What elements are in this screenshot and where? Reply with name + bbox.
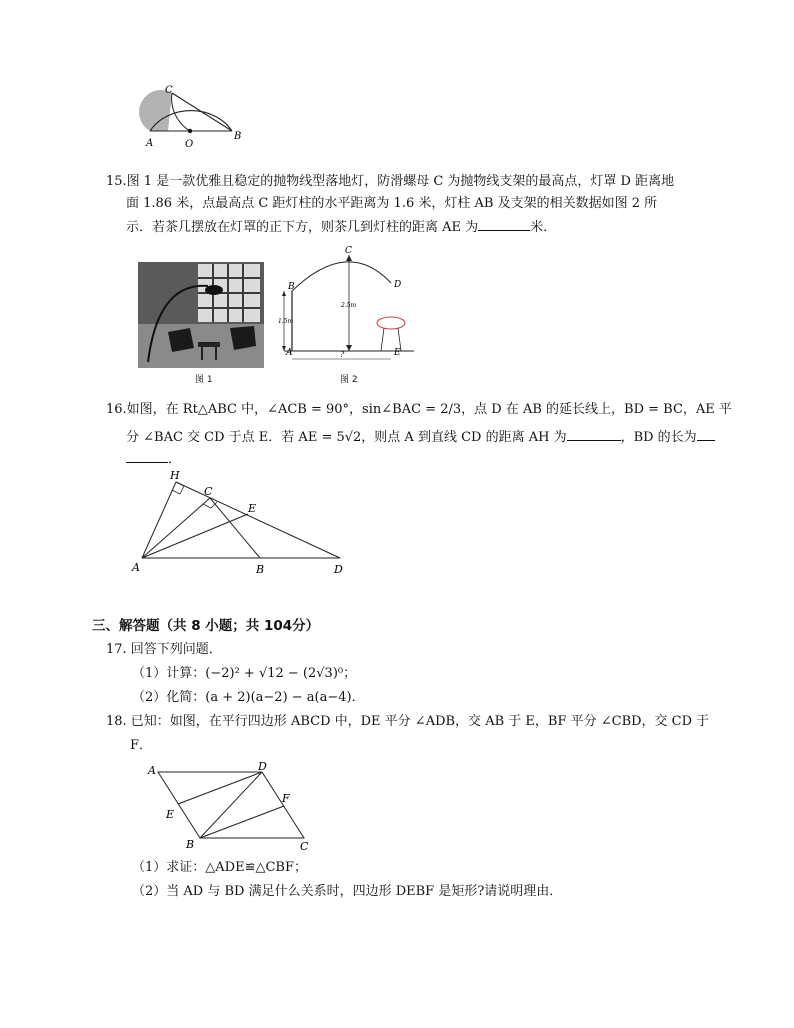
q15-line-3-text: 示．若茶几摆放在灯罩的正下方，则茶几到灯柱的距离 AE 为 <box>126 220 479 235</box>
q16-line-2-mid: ，BD 的长为 <box>620 430 697 445</box>
q14-label-C: C <box>165 85 173 96</box>
q16-line-3-end: ． <box>168 452 182 467</box>
q18-label-E: E <box>166 808 175 821</box>
q18-line-2: F． <box>130 738 153 753</box>
q16-line-1: 16.如图，在 Rt△ABC 中，∠ACB = 90°，sin∠BAC = 2/3，点 D 在 AB 的延长线上，BD = BC，AE 平 <box>106 402 732 417</box>
q15-fig2-h2: 2.5m <box>341 302 357 309</box>
q14-label-A: A <box>146 138 154 149</box>
q16-line-2-text: 分 ∠BAC 交 CD 于点 E．若 AE = 5√2，则点 A 到直线 CD 的距离 AH 为 <box>126 430 567 445</box>
q18-label-B: B <box>186 838 195 851</box>
q15-figure-1-photo <box>138 262 264 368</box>
q15-fig2-q: ? <box>340 350 345 359</box>
q15-figure-2 <box>278 245 418 371</box>
q16-line-2 <box>126 426 736 448</box>
q18-part-2: （2）当 AD 与 BD 满足什么关系时，四边形 DEBF 是矩形?请说明理由． <box>132 884 563 899</box>
q15-answer-blank[interactable] <box>478 216 530 231</box>
q16-answer-blank-2b[interactable] <box>126 448 168 463</box>
q18-label-C: C <box>300 840 309 853</box>
q15-fig2-B: B <box>288 282 295 292</box>
q18-label-A: A <box>148 764 156 777</box>
q17-title: 17. 回答下列问题． <box>106 642 222 657</box>
q15-figure-2-caption: 图 2 <box>340 375 358 385</box>
q17-part-1: （1）计算：(−2)² + √12 − (2√3)⁰； <box>132 666 357 681</box>
q18-label-F: F <box>282 792 290 805</box>
q16-answer-blank-1[interactable] <box>567 426 621 441</box>
q14-label-B: B <box>234 131 242 142</box>
q18-part-1: （1）求证：△ADE≌△CBF； <box>132 860 307 875</box>
q16-figure <box>126 468 356 578</box>
q15-line-2: 面 1.86 米，点最高点 C 距灯柱的水平距离为 1.6 米，灯柱 AB 及支架的相关数据如图 2 所 <box>126 196 658 211</box>
q16-label-C: C <box>204 485 213 498</box>
q15-fig2-E: E <box>394 348 401 358</box>
q15-line-3 <box>126 216 736 238</box>
q16-label-D: D <box>334 563 343 576</box>
q18-label-D: D <box>258 760 267 773</box>
q18-figure <box>144 758 320 854</box>
q14-figure <box>138 84 250 150</box>
q16-line-3 <box>126 448 736 470</box>
q15-line-1: 15.图 1 是一款优雅且稳定的抛物线型落地灯，防滑螺母 C 为抛物线支架的最高点，灯罩 D 距离地 <box>106 174 675 189</box>
q16-label-H: H <box>170 469 180 482</box>
q16-label-A: A <box>132 561 140 574</box>
q18-line-1: 18. 已知：如图，在平行四边形 ABCD 中，DE 平分 ∠ADB，交 AB 于 E，BF 平分 ∠CBD，交 CD 于 <box>106 714 710 729</box>
q16-label-E: E <box>248 502 257 515</box>
q15-figure-1-caption: 图 1 <box>195 375 213 385</box>
q16-answer-blank-2a[interactable] <box>697 426 715 441</box>
q16-label-B: B <box>256 563 265 576</box>
q15-fig2-A: A <box>286 348 293 358</box>
q15-fig2-D: D <box>394 280 402 290</box>
q15-fig2-h1: 1.5m <box>278 318 294 325</box>
q17-part-2: （2）化简：(a + 2)(a−2) − a(a−4)． <box>132 690 365 705</box>
q15-line-3-end: 米． <box>530 220 557 235</box>
section-3-heading: 三、解答题（共 8 小题；共 104分） <box>92 618 320 634</box>
q15-fig2-C: C <box>345 246 352 256</box>
q14-label-O: O <box>185 139 194 150</box>
